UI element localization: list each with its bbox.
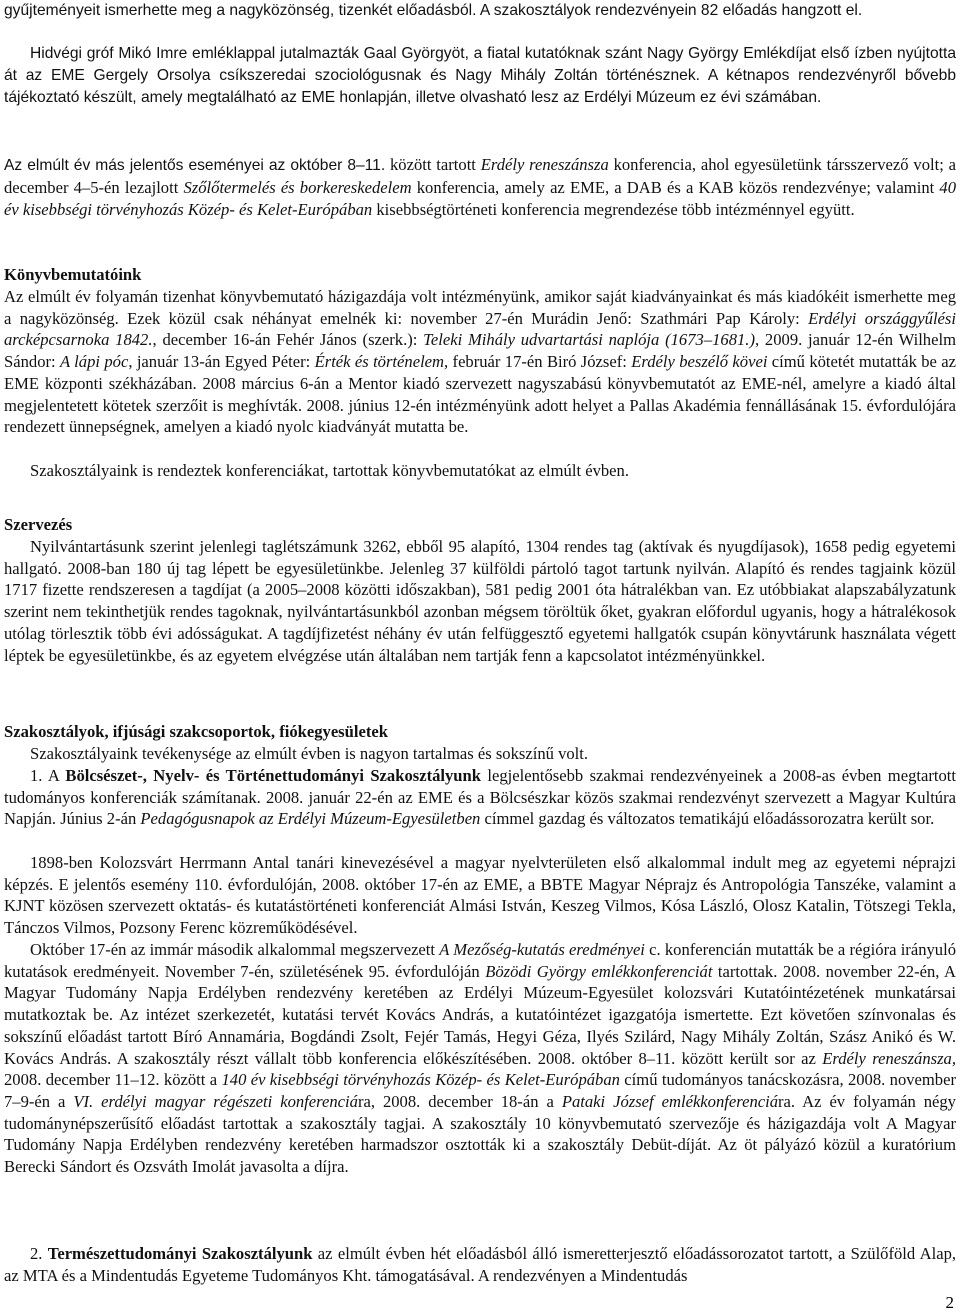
text-run: ra. Az év folyamán négy tudománynépszerűsítő előadást tartottak a szakosztály tagjai. A szakosztály 10 könyvbemutató szervezője és házigazdája volt A Magyar Tudomány Napja Erdélyben rendezvény keretében harmadszor osztották ki a szakosztály Debüt-díját. Az öt pályázó közül a kuratórium Berecki Sándort és Ozsváth Imolát javasolta a díjra. — [4, 1091, 956, 1177]
event-title: Bözödi György emlékkonferenciát — [485, 961, 713, 981]
conference-title: Erdély reneszánsza — [480, 155, 609, 174]
paragraph-awards: Hidvégi gróf Mikó Imre emléklappal jutalmazták Gaal Györgyöt, a fiatal kutatóknak szánt Nagy György Emlékdíjat első ízben nyújtotta át az EME Gergely Orsolya csíkszeredai szociológusnak és Nagy Mihály Zoltán történésznek. A kétnapos rendezvényről bővebb tájékoztató készült, amely megtalálható az EME honlapján, illetve olvasható lesz az Erdélyi Múzeum ez évi számában. — [4, 45, 956, 106]
text-run: , 2009. január 12-én Wilhelm Sándor: — [4, 330, 956, 372]
text-run: Az elmúlt év folyamán tizenhat könyvbemutató házigazdája volt intézményünk, amikor saját kiadványainkat és más kiadókéit ismerhette meg a nagyközönség. Ezek közül csak néhányat emelnék ki: november 27-én Murádin Jenő: Szathmári Pap Károly: — [4, 287, 956, 328]
event-title: Pataki József emlékkonferenciá — [561, 1091, 779, 1111]
section-name: Természettudományi Szakosztályunk — [47, 1244, 313, 1263]
text-run: az elmúlt évben hét előadásból álló ismeretterjesztő előadássorozatot tartott, a Szülőföld Alap, az MTA és a Mindentudás Egyeteme Tudományos Kht. támogatásával. A rendezvényen a Mindentudás — [4, 1244, 957, 1285]
text-run: 2008. december 11–12. között a — [4, 1070, 222, 1090]
list-item-humanities-section — [4, 765, 956, 830]
conference-title: 40 év kisebbségi törvényhozás Közép- és Kelet-Európában — [4, 178, 956, 219]
text-run: ra, 2008. december 18-án a — [357, 1091, 562, 1111]
text-run: , január 13-án Egyed Péter: — [128, 352, 315, 372]
book-title: A lápi póc — [59, 352, 129, 372]
event-title: A Mezőség-kutatás eredményei — [439, 940, 645, 959]
event-title: VI. erdélyi magyar régészeti konferenciá — [73, 1091, 358, 1111]
paragraph-october-events — [4, 939, 956, 1178]
text-run: Október 17-én az immár második alkalommal megszervezett — [30, 940, 440, 959]
text-run: konferencia, amely az EME, a DAB és a KAB közös rendezvénye; valamint — [411, 178, 940, 197]
heading-organization: Szervezés — [4, 515, 73, 534]
text-run: című kötetét mutatták be az EME központi székházában. 2008 március 6-án a Mentor kiadó szervezett nagyszabású könyvbemutatót az EME-nél, amelyre a kiadó által megjelentetett kötetek szerzőit is meghívták. 2008. június 12-én intézményünk adott helyet a Pallas Akadémia fennállásának 15. évfordulójára rendezett ünnepségnek, amelyen a kiadó nyolc kiadványát mutatta be. — [4, 352, 957, 437]
text-run: címmel gazdag és változatos tematikájú előadássorozatra került sor. — [480, 809, 935, 829]
list-number: 2. — [30, 1244, 48, 1263]
book-title: Teleki Mihály udvartartási naplója (1673–1681.) — [423, 330, 755, 350]
text-run: kisebbségtörténeti konferencia megrendezése több intézménnyel együtt. — [372, 199, 855, 219]
text-run: c. konferencián mutatták be a régióra irányuló kutatások eredményeit. November 7-én, születésének 95. évfordulóján — [4, 940, 956, 981]
book-title: Erdélyi országgyűlési arcképcsarnoka 1842. — [4, 308, 956, 350]
section-name: Bölcsészet-, Nyelv- és Történettudományi Szakosztályunk — [65, 766, 481, 785]
book-title: Érték és történelem, — [314, 352, 449, 372]
text-run: között tartott — [385, 155, 481, 174]
conference-title: Szőlőtermelés és borkereskedelem — [183, 178, 412, 197]
paragraph-events — [4, 154, 956, 220]
text-run: tartottak. 2008. november 22-én, A Magyar Tudomány Napja Erdélyben rendezvény keretében az Erdélyi Múzeum-Egyesület kolozsvári Kutatóintézetének munkatársai mutatkoztak be. Az intézet szerkezetét, kutatási tervét Kovács András, a kutatóintézet igazgatója ismertette. Ezt követően színvonalas és sokszínű előadást tartott Bíró Annamária, Bogdándi Zsolt, Fejér Tamás, Hegyi Géza, Ilyés Szilárd, Nagy Mihály Zoltán, Szász Anikó és W. Kovács András. A szakosztály részt vállalt több konferencia előkészítésében. 2008. október 8–11. között került sor az — [4, 961, 956, 1068]
event-title: Pedagógusnapok az Erdélyi Múzeum-Egyesületben — [140, 809, 481, 829]
paragraph-lectures: gyűjteményeit ismerhette meg a nagyközönség, tizenkét előadásból. A szakosztályok rendezvényein 82 előadás hangzott el. — [4, 2, 863, 19]
paragraph-book-launches — [4, 286, 956, 438]
text-run: legjelentősebb szakmai rendezvényeinek a 2008-as évben megtartott tudományos konferenciák számítanak. 2008. január 22-én az EME és a Bölcsészkar közös szakmai rendezvényt szervezett a Magyar Kultúra Napján. Június 2-án — [4, 766, 956, 829]
text-run: konferencia, ahol egyesületünk társszervező volt; a december 4–5-én lezajlott — [4, 155, 956, 197]
page-number: 2 — [945, 1293, 954, 1312]
text-run: című tudományos tanácskozásra, 2008. november 7–9-én a — [4, 1070, 956, 1111]
heading-sections: Szakosztályok, ifjúsági szakcsoportok, fiókegyesületek — [4, 722, 388, 741]
paragraph-membership: Nyilvántartásunk szerint jelenlegi taglétszámunk 3262, ebből 95 alapító, 1304 rendes tag (aktívak és nyugdíjasok), 1658 pedig egyetemi hallgató. 2008-ban 180 új tag lépett be egyesületünkbe. Jelenleg 37 külföldi pártoló tagot tartunk nyilván. Alapító és rendes tagjaink közül 1717 fizette rendszeresen a tagdíjat (a 2005–2008 közötti időszakban), 581 pedig 2001 óta hátralékban van. Ez utóbbiakat alapszabályzatunk szerint nem tekinthetjük rendes tagoknak, nyilvántartásunkból azonban mégsem töröltük őket, gyakran előfordul ugyanis, hogy a hátralékosok utólag törlesztik több évi adósságukat. A tagdíjfizetést néhány év után felfüggesztő egyetemi hallgatók csupán könyvtárunk használata végett léptek be egyesületünkbe, és az egyetem elvégzése után általában nem tartják fenn a kapcsolatot intézményünkkel. — [4, 537, 956, 665]
event-title: Erdély reneszánsza, — [822, 1048, 956, 1068]
heading-book-launches: Könyvbemutatóink — [4, 265, 142, 284]
paragraph-section-conferences: Szakosztályaink is rendeztek konferenciákat, tartottak könyvbemutatókat az elmúlt évben. — [30, 461, 629, 480]
text-run: , december 16-án Fehér János (szerk.): — [152, 330, 424, 350]
events-lead-text: Az elmúlt év más jelentős eseményei az október 8–11. — [4, 157, 386, 174]
paragraph-ethnography: 1898-ben Kolozsvárt Herrmann Antal tanári kinevezésével a magyar nyelvterületen első alkalommal indult meg az egyetemi néprajzi képzés. E jelentős esemény 110. évfordulóján, 2008. október 17-én az EME, a BBTE Magyar Néprajz és Antropológia Tanszéke, valamint a KJNT közösen szervezett oktatás- és kutatástörténeti konferenciát Almási István, Keszeg Vilmos, Kósa László, Olosz Katalin, Tötszegi Tekla, Tánczos Vilmos, Pozsony Ferenc közreműködésével. — [4, 853, 956, 938]
list-item-natural-sciences-section — [4, 1243, 956, 1286]
event-title: 140 év kisebbségi törvényhozás Közép- és Kelet-Európában — [221, 1070, 620, 1090]
text-run: február 17-én Biró József: — [448, 352, 632, 372]
paragraph-sections-intro: Szakosztályaink tevékenysége az elmúlt évben is nagyon tartalmas és sokszínű volt. — [30, 744, 589, 763]
book-title: Erdély beszélő kövei — [631, 352, 768, 372]
list-number: 1. A — [30, 766, 66, 785]
